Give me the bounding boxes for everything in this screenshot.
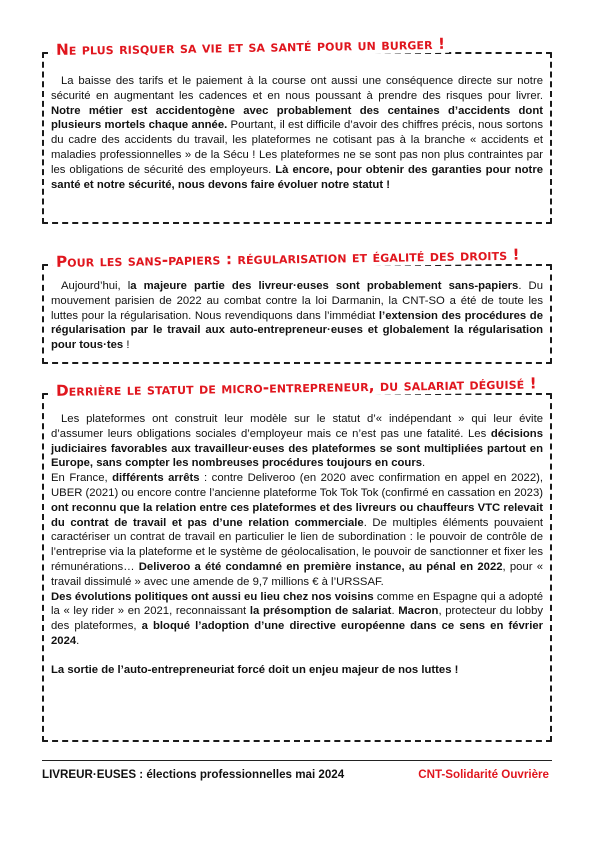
paragraph bbox=[51, 471, 543, 589]
text: Aujourd’hui, l bbox=[61, 280, 131, 292]
bold-text: différents arrêts bbox=[112, 472, 200, 485]
bold-text: a majeure partie des livreur·euses sont probablement sans-papiers bbox=[130, 280, 519, 292]
bold-text: Deliveroo a été condamné en première instance, au pénal en 2022 bbox=[138, 560, 503, 573]
section-safety bbox=[42, 34, 552, 224]
section-undocumented-title: Pour les sans-papiers : régularisation et égalité des droits ! bbox=[52, 246, 524, 271]
section-disguised-employment bbox=[42, 374, 552, 742]
bold-text: ont reconnu que la relation entre ces plateformes et des livreurs ou chauffeurs VTC relevait du contrat de travail et pas d’une relation commerciale bbox=[51, 501, 543, 529]
closing-statement: La sortie de l’auto-entrepreneuriat forcé doit un enjeu majeur de nos luttes ! bbox=[51, 663, 459, 676]
paragraph bbox=[51, 590, 543, 649]
section-safety-body bbox=[44, 54, 550, 192]
text: . bbox=[391, 605, 399, 618]
section-safety-title: Ne plus risquer sa vie et sa santé pour un burger ! bbox=[52, 35, 449, 59]
paragraph bbox=[51, 74, 543, 192]
paragraph bbox=[51, 412, 543, 471]
section-undocumented-body bbox=[44, 266, 550, 353]
text: : contre Deliveroo (en 2020 avec confirmation en appel en 2022), UBER (2021) ou encore contre l’ancienne plateforme Tok Tok Tok (confirmé en cassation en 2023) bbox=[51, 472, 544, 499]
bold-text: Notre métier est accidentogène avec probablement des centaines d’accidents dont plusieurs mortels chaque année. bbox=[51, 104, 543, 132]
text: . bbox=[422, 457, 426, 470]
text: Les plateformes ont construit leur modèle sur le statut d’« indépendant » qui leur évite d’assumer leurs obligations sociales d’employeur mais ce n’est pas une fatalité. Les bbox=[51, 413, 543, 440]
text: , protecteur du lobby des plateformes, bbox=[51, 605, 544, 633]
section-undocumented bbox=[42, 245, 552, 364]
bold-text: Macron bbox=[398, 605, 439, 618]
bold-text: a bloqué l’adoption d’une directive européenne dans ce sens en février 2024 bbox=[51, 620, 544, 647]
text: , pour « travail dissimulé » avec une amende de 9,7 millions € à l’URSSAF. bbox=[51, 560, 544, 588]
bold-text: la présomption de salariat bbox=[249, 605, 392, 618]
text: . De multiples éléments pouvaient caractériser un contrat de travail en particulier le lien de subordination : le pouvoir de contrôle de l’entreprise via la plateforme et le système de géolocalisation, le pouvoir de sanctionner et fixer les rémunérations… bbox=[51, 516, 543, 573]
bold-text: Des évolutions politiques ont aussi eu lieu chez nos voisins bbox=[51, 590, 374, 603]
footer-election-label: LIVREUR·EUSES : élections professionnelles mai 2024 bbox=[42, 768, 345, 781]
text: comme en Espagne qui a adopté la « ley rider » en 2021, reconnaissant bbox=[51, 590, 543, 618]
footer-divider bbox=[42, 760, 552, 761]
bold-text: décisions judiciaires favorables aux travailleur·euses des plateformes se sont multipliées partout en Europe, sans compter les nombreuses procédures toujours en cours bbox=[51, 427, 543, 470]
text: . Du mouvement parisien de 2022 au combat contre la loi Darmanin, la CNT-SO a été de toute les luttes pour la régularisation. Nous revendiquons dans l’immédiat bbox=[51, 280, 543, 322]
text: La baisse des tarifs et le paiement à la course ont aussi une conséquence directe sur notre sécurité en augmentant les cadences et en nous poussant à prendre des risques pour livrer. bbox=[51, 75, 543, 102]
footer-union-name: CNT-Solidarité Ouvrière bbox=[418, 768, 549, 781]
text: ! bbox=[123, 339, 130, 352]
section-disguised-employment-body bbox=[44, 395, 550, 678]
text: Pourtant, il est difficile d’avoir des chiffres précis, nous sortons du cadre des accidents du travail, les plateformes ne cotisant pas à la branche « accidents et maladies professionnelles » de la Sécu ! Les plateformes ne se sont pas non plus contraintes par les obligations de sécurité des employeurs. bbox=[51, 119, 543, 176]
text: . bbox=[76, 634, 80, 647]
bold-text: Là encore, pour obtenir des garanties pour notre santé et notre sécurité, nous devons faire évoluer notre statut ! bbox=[51, 163, 543, 191]
section-disguised-employment-title: Derrière le statut de micro-entrepreneur, du salariat déguisé ! bbox=[52, 374, 541, 400]
paragraph bbox=[51, 279, 543, 353]
text: En France, bbox=[51, 472, 113, 485]
bold-text: l’extension des procédures de régularisation par le travail aux auto-entrepreneur·euses et globalement la régularisation pour tous·tes bbox=[51, 309, 543, 352]
